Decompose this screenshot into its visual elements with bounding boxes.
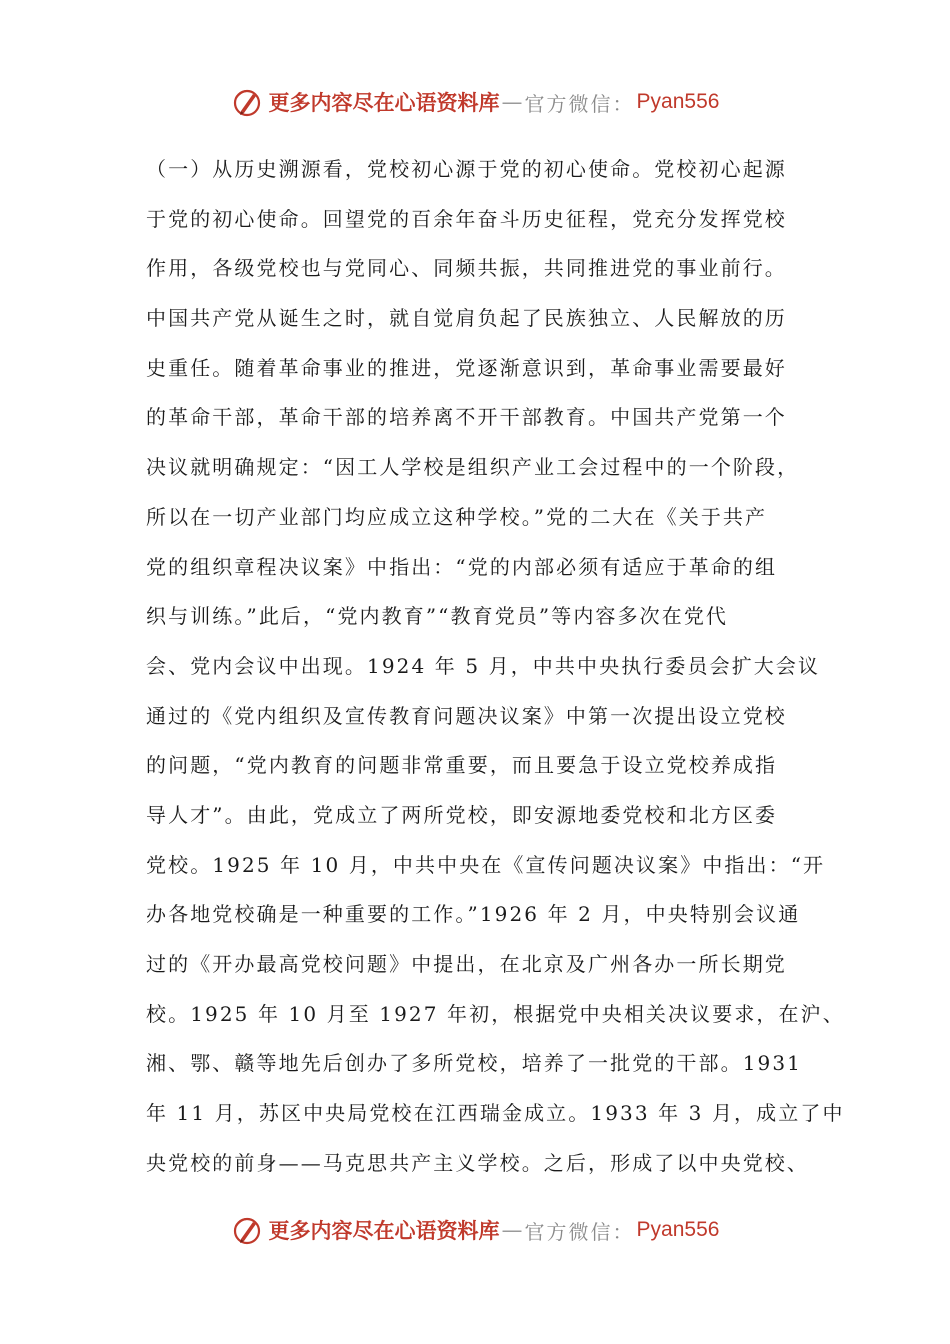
watermark-brand: 更多内容尽在心语资料库 <box>268 1218 500 1243</box>
document-body <box>146 145 845 1188</box>
pen-logo-icon <box>231 1214 263 1246</box>
body-line: 办各地党校确是一种重要的工作。”1926 年 2 月，中央特别会议通 <box>146 902 801 927</box>
body-line: （一）从历史溯源看，党校初心源于党的初心使命。党校初心起源 <box>146 157 787 181</box>
watermark-dash: — <box>501 1218 523 1242</box>
body-line: 所以在一切产业部门均应成立这种学校。”党的二大在《关于共产 <box>146 504 768 529</box>
body-line: 年 11 月，苏区中央局党校在江西瑞金成立。1933 年 3 月，成立了中 <box>146 1101 845 1126</box>
watermark-brand: 更多内容尽在心语资料库 <box>268 90 500 115</box>
body-line: 导人才”。由此，党成立了两所党校，即安源地委党校和北方区委 <box>146 802 778 827</box>
watermark-wechat-id: Pyan556 <box>636 90 720 113</box>
body-line: 织与训练。”此后，“党内教育”“教育党员”等内容多次在党代 <box>146 604 729 629</box>
footer-watermark <box>0 1210 950 1250</box>
header-watermark <box>0 82 950 122</box>
body-line: 会、党内会议中出现。1924 年 5 月，中共中央执行委员会扩大会议 <box>146 653 821 678</box>
body-line: 校。1925 年 10 月至 1927 年初，根据党中央相关决议要求，在沪、 <box>146 1001 845 1026</box>
watermark-dash: — <box>501 90 523 114</box>
body-line: 党的组织章程决议案》中指出：“党的内部必须有适应于革命的组 <box>146 554 778 579</box>
watermark-wechat-label: 官方微信： <box>524 91 635 116</box>
body-line: 的问题，“党内教育的问题非常重要，而且要急于设立党校养成指 <box>146 753 778 778</box>
body-line: 过的《开办最高党校问题》中提出，在北京及广州各办一所长期党 <box>146 952 787 976</box>
body-line: 中国共产党从诞生之时，就自觉肩负起了民族独立、人民解放的历 <box>146 306 787 331</box>
watermark-wechat-label: 官方微信： <box>524 1219 635 1244</box>
body-line: 的革命干部，革命干部的培养离不开干部教育。中国共产党第一个 <box>146 405 787 430</box>
body-line: 通过的《党内组织及宣传教育问题决议案》中第一次提出设立党校 <box>146 703 787 728</box>
body-line: 作用，各级党校也与党同心、同频共振，共同推进党的事业前行。 <box>146 256 787 281</box>
body-line: 于党的初心使命。回望党的百余年奋斗历史征程，党充分发挥党校 <box>146 206 787 231</box>
watermark-wechat-id: Pyan556 <box>636 1218 720 1241</box>
body-line: 史重任。随着革命事业的推进，党逐渐意识到，革命事业需要最好 <box>146 355 787 380</box>
body-line: 决议就明确规定：“因工人学校是组织产业工会过程中的一个阶段， <box>146 455 800 480</box>
body-line: 党校。1925 年 10 月，中共中央在《宣传问题决议案》中指出：“开 <box>146 852 826 877</box>
body-line: 央党校的前身——马克思共产主义学校。之后，形成了以中央党校、 <box>146 1150 809 1175</box>
body-line: 湘、鄂、赣等地先后创办了多所党校，培养了一批党的干部。1931 <box>146 1051 802 1076</box>
pen-logo-icon <box>231 86 263 118</box>
